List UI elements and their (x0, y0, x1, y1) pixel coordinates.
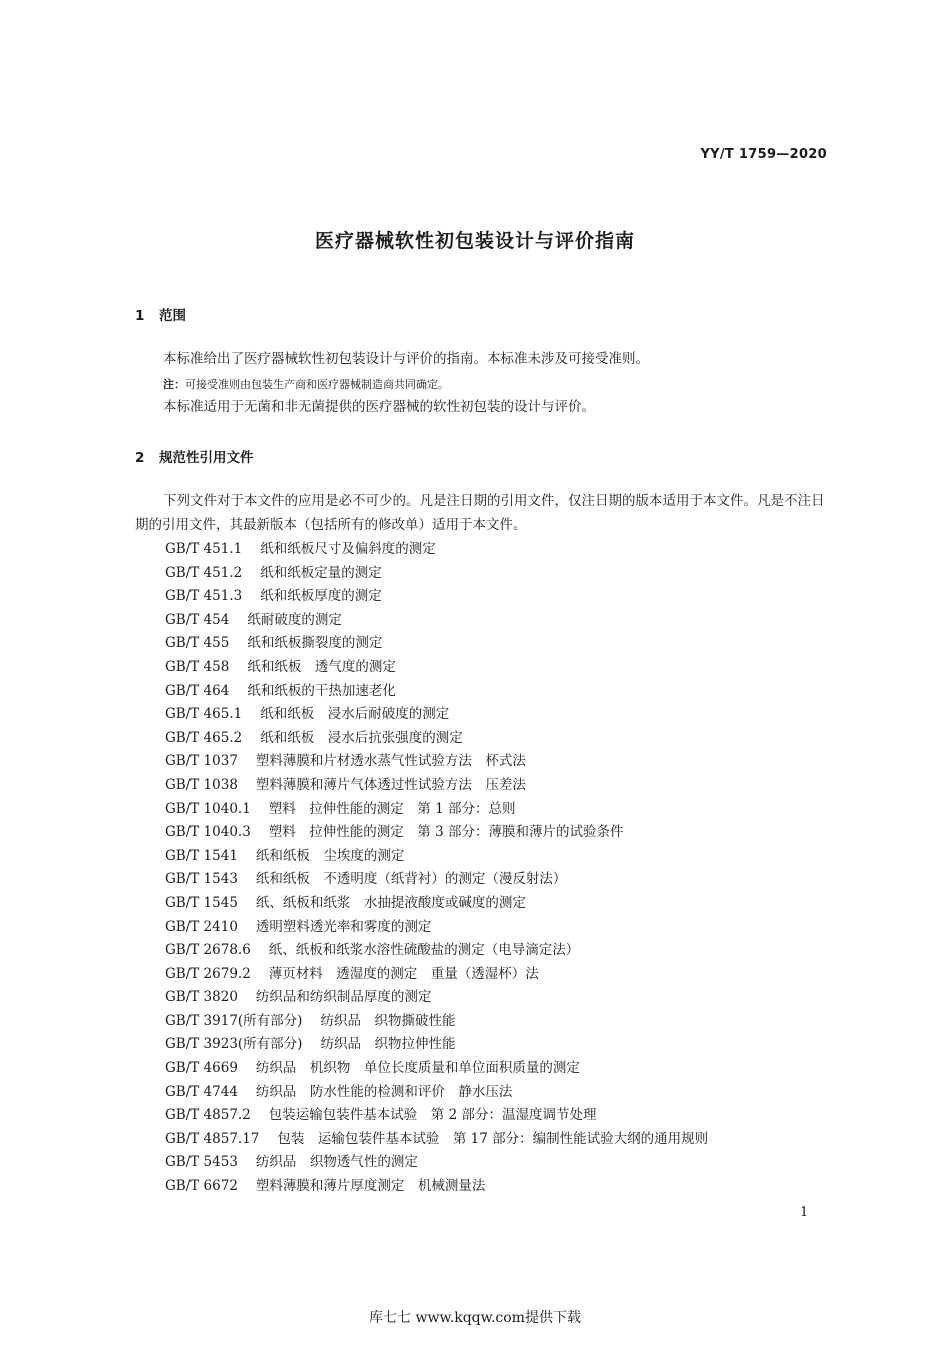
note-text: 可接受准则由包装生产商和医疗器械制造商共同确定。 (185, 378, 449, 391)
document-title: 医疗器械软性初包装设计与评价指南 (314, 230, 635, 252)
reference-title: 透明塑料透光率和雾度的测定 (255, 918, 432, 935)
reference-item (165, 798, 825, 822)
reference-item (165, 845, 825, 869)
reference-item (165, 1057, 825, 1081)
reference-title: 纸和纸板撕裂度的测定 (247, 635, 383, 652)
page-number: 1 (800, 1205, 809, 1220)
reference-title: 纸和纸板 尘埃度的测定 (255, 847, 405, 864)
footer-site-link[interactable]: www.kqqw.com (415, 1310, 525, 1326)
reference-title: 纸和纸板 浸水后耐破度的测定 (260, 706, 450, 723)
reference-code: GB/T 4744 (165, 1083, 238, 1100)
reference-item (165, 750, 825, 774)
reference-title: 塑料薄膜和片材透水蒸气性试验方法 杯式法 (255, 753, 526, 770)
reference-code: GB/T 454 (165, 611, 230, 628)
reference-item (165, 680, 825, 704)
reference-code: GB/T 1040.3 (165, 824, 251, 841)
reference-code: GB/T 451.2 (165, 564, 243, 581)
reference-code: GB/T 464 (165, 682, 230, 699)
section-2-title: 规范性引用文件 (159, 450, 254, 466)
reference-item (165, 703, 825, 727)
reference-item (165, 1175, 825, 1199)
reference-item (165, 1151, 825, 1175)
footer-prefix: 库七七 (369, 1310, 416, 1326)
standard-code: YY/T 1759—2020 (700, 147, 827, 162)
reference-title: 包装 运输包装件基本试验 第 17 部分：编制性能试验大纲的通用规则 (277, 1130, 709, 1147)
reference-item (165, 892, 825, 916)
footer (0, 1307, 950, 1327)
reference-code: GB/T 3820 (165, 989, 238, 1006)
reference-title: 纸和纸板定量的测定 (260, 564, 382, 581)
reference-item (165, 1128, 825, 1152)
section-1-heading (135, 304, 186, 324)
reference-title: 纸和纸板厚度的测定 (260, 588, 382, 605)
reference-code: GB/T 465.1 (165, 706, 243, 723)
reference-code: GB/T 458 (165, 658, 230, 675)
reference-item (165, 774, 825, 798)
reference-item (165, 632, 825, 656)
reference-code: GB/T 1543 (165, 871, 238, 888)
reference-title: 纺织品 织物撕破性能 (320, 1012, 456, 1029)
reference-item (165, 538, 825, 562)
reference-item (165, 609, 825, 633)
reference-title: 纸和纸板 浸水后抗张强度的测定 (260, 729, 463, 746)
reference-title: 纸、纸板和纸浆水溶性硫酸盐的测定（电导滴定法） (268, 942, 580, 959)
reference-title: 纺织品 织物透气性的测定 (255, 1154, 418, 1171)
reference-title: 纸和纸板 不透明度（纸背衬）的测定（漫反射法） (255, 871, 567, 888)
reference-title: 纸、纸板和纸浆 水抽提液酸度或碱度的测定 (255, 894, 526, 911)
section-1-paragraph-1: 本标准给出了医疗器械软性初包装设计与评价的指南。本标准未涉及可接受准则。 (163, 351, 649, 367)
reference-title: 纺织品 机织物 单位长度质量和单位面积质量的测定 (255, 1060, 580, 1077)
reference-code: GB/T 4669 (165, 1060, 238, 1077)
reference-item (165, 821, 825, 845)
reference-item (165, 986, 825, 1010)
reference-code: GB/T 6672 (165, 1178, 238, 1195)
section-2-heading (135, 446, 254, 466)
reference-title: 纸耐破度的测定 (247, 611, 342, 628)
reference-item (165, 916, 825, 940)
reference-item (165, 868, 825, 892)
reference-title: 薄页材料 透湿度的测定 重量（透湿杯）法 (268, 965, 539, 982)
reference-title: 塑料 拉伸性能的测定 第 3 部分：薄膜和薄片的试验条件 (268, 824, 624, 841)
reference-title: 塑料薄膜和薄片气体透过性试验方法 压差法 (255, 776, 526, 793)
reference-code: GB/T 1038 (165, 776, 238, 793)
section-2-intro: 下列文件对于本文件的应用是必不可少的。凡是注日期的引用文件，仅注日期的版本适用于本文件。凡是不注日期的引用文件，其最新版本（包括所有的修改单）适用于本文件。 (135, 493, 825, 533)
reference-item (165, 1033, 825, 1057)
reference-title: 塑料薄膜和薄片厚度测定 机械测量法 (255, 1178, 486, 1195)
reference-code: GB/T 3917(所有部分) (165, 1012, 303, 1029)
note-label: 注： (163, 378, 185, 391)
reference-code: GB/T 465.2 (165, 729, 243, 746)
reference-code: GB/T 451.3 (165, 588, 243, 605)
reference-item (165, 1081, 825, 1105)
reference-code: GB/T 4857.2 (165, 1107, 251, 1124)
reference-code: GB/T 3923(所有部分) (165, 1036, 303, 1053)
section-1-paragraph-2: 本标准适用于无菌和非无菌提供的医疗器械的软性初包装的设计与评价。 (163, 399, 595, 415)
reference-item (165, 939, 825, 963)
reference-code: GB/T 451.1 (165, 541, 243, 557)
reference-code: GB/T 1037 (165, 753, 238, 770)
reference-code: GB/T 4857.17 (165, 1130, 260, 1147)
reference-code: GB/T 2678.6 (165, 942, 251, 959)
reference-code: GB/T 1545 (165, 894, 238, 911)
reference-code: GB/T 5453 (165, 1154, 238, 1171)
reference-item (165, 585, 825, 609)
reference-item (165, 562, 825, 586)
section-2-number: 2 (135, 450, 145, 466)
reference-item (165, 727, 825, 751)
section-1-number: 1 (135, 308, 145, 324)
reference-title: 纸和纸板 透气度的测定 (247, 658, 396, 675)
reference-title: 纸和纸板的干热加速老化 (247, 682, 396, 699)
reference-item (165, 656, 825, 680)
reference-code: GB/T 2679.2 (165, 965, 251, 982)
section-1-title: 范围 (159, 308, 186, 324)
reference-code: GB/T 1040.1 (165, 800, 251, 817)
reference-code: GB/T 1541 (165, 847, 238, 864)
reference-title: 纺织品 防水性能的检测和评价 静水压法 (255, 1083, 513, 1100)
reference-title: 纸和纸板尺寸及偏斜度的测定 (260, 541, 436, 557)
reference-list (165, 538, 825, 1199)
reference-code: GB/T 455 (165, 635, 230, 652)
reference-item (165, 1010, 825, 1034)
reference-item (165, 963, 825, 987)
section-1-note (163, 376, 449, 392)
footer-suffix: 提供下载 (524, 1310, 581, 1326)
reference-title: 纺织品 织物拉伸性能 (320, 1036, 456, 1053)
reference-title: 纺织品和纺织制品厚度的测定 (255, 989, 432, 1006)
reference-item (165, 1104, 825, 1128)
reference-title: 包装运输包装件基本试验 第 2 部分：温湿度调节处理 (268, 1107, 597, 1124)
reference-title: 塑料 拉伸性能的测定 第 1 部分：总则 (268, 800, 516, 817)
reference-code: GB/T 2410 (165, 918, 238, 935)
